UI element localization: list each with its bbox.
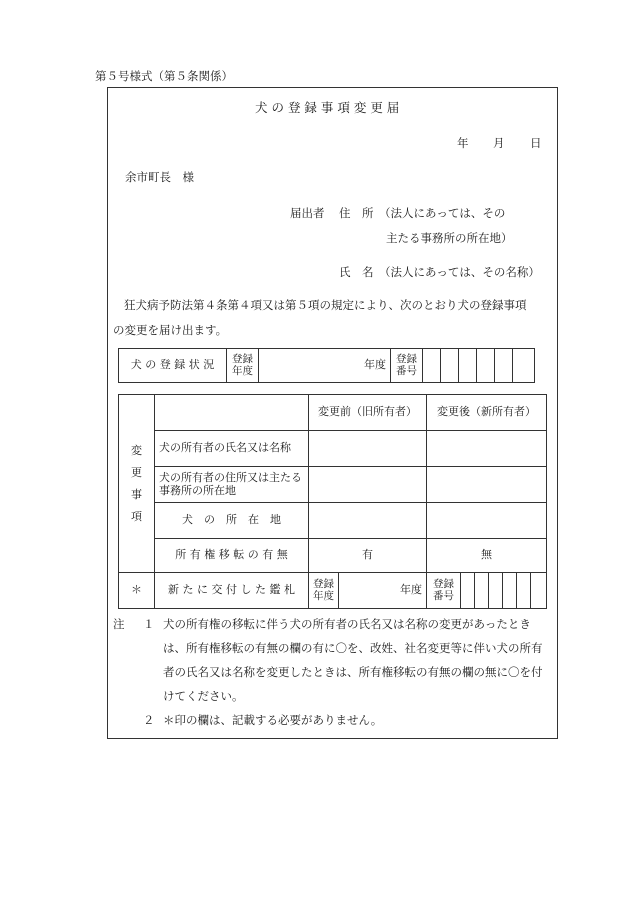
registration-status-label: 犬 の 登 録 状 況 [119,349,227,383]
new-tag-year-field[interactable] [339,573,427,609]
new-tag-number-digit[interactable] [461,573,475,609]
note-item [113,612,553,708]
ownership-transfer-no[interactable]: 無 [427,539,547,573]
notes-label: 注 [113,617,125,631]
ownership-transfer-label: 所 有 権 移 転 の 有 無 [155,539,309,573]
registration-number-digit[interactable] [423,349,441,383]
new-tag-number-digit[interactable] [475,573,489,609]
form-title: 犬 の 登 録 事 項 変 更 届 [255,100,400,115]
new-tag-number-label: 登録 番号 [427,573,461,609]
before-change-header: 変更前（旧所有者） [309,395,427,431]
office-use-asterisk: ＊ [119,573,155,609]
name-label: 氏 名 [339,265,374,279]
date-month: 月 [493,136,505,150]
new-tag-number-digit[interactable] [503,573,517,609]
registration-number-digit[interactable] [477,349,495,383]
form-number: 第５号様式（第５条関係） [95,69,233,83]
header-blank-cell [155,395,309,431]
registration-year-field[interactable] [259,349,391,383]
body-text-line-2: の変更を届け出ます。 [113,323,228,337]
change-items-label: 変 更 事 項 [119,395,155,573]
note-text: 犬の所有権の移転に伴う犬の所有者の氏名又は名称の変更があったときは、所有権移転の有無の欄の有に〇を、改姓、社名変更等に伴い犬の所有者の氏名又は名称を変更したときは、所有権移転の有無の欄の無に〇を付けてください。 [163,617,543,703]
registration-number-digit[interactable] [459,349,477,383]
date-year: 年 [457,136,469,150]
new-tag-year-label: 登録 年度 [309,573,339,609]
note-item [113,708,553,732]
ownership-transfer-yes[interactable]: 有 [309,539,427,573]
new-tag-number-digit[interactable] [517,573,531,609]
registration-number-digit[interactable] [495,349,513,383]
body-text-line-1: 狂犬病予防法第４条第４項又は第５項の規定により、次のとおり犬の登録事項 [124,298,527,312]
address-label: 住 所 [339,206,374,220]
note-number: １ [143,617,155,631]
note-text: ＊印の欄は、記載する必要がありません。 [163,713,383,727]
note-number: ２ [143,713,155,727]
registration-year-label: 登録 年度 [227,349,259,383]
new-tag-number-digit[interactable] [531,573,547,609]
address-note-2: 主たる事務所の所在地） [386,231,513,245]
registration-number-digit[interactable] [441,349,459,383]
applicant-label: 届出者 [290,206,325,220]
registration-status-table [118,348,535,383]
new-tag-label: 新 た に 交 付 し た 鑑 札 [155,573,309,609]
new-tag-number-digit[interactable] [489,573,503,609]
date-day: 日 [530,136,542,150]
address-note-1: （法人にあっては、その [379,206,506,220]
dog-location-label: 犬 の 所 在 地 [155,503,309,539]
year-unit: 年度 [364,358,386,372]
registration-number-label: 登録 番号 [391,349,423,383]
dog-location-after-field[interactable] [427,503,547,539]
owner-address-after-field[interactable] [427,467,547,503]
dog-location-before-field[interactable] [309,503,427,539]
owner-address-before-field[interactable] [309,467,427,503]
addressee: 余市町長 様 [125,170,194,184]
owner-name-after-field[interactable] [427,431,547,467]
name-note: （法人にあっては、その名称） [379,265,540,279]
year-unit: 年度 [400,583,423,597]
after-change-header: 変更後（新所有者） [427,395,547,431]
owner-name-before-field[interactable] [309,431,427,467]
owner-address-label: 犬の所有者の住所又は主たる事務所の所在地 [155,467,309,503]
change-details-table [118,394,547,609]
owner-name-label: 犬の所有者の氏名又は名称 [155,431,309,467]
registration-number-digit[interactable] [513,349,535,383]
notes-section [113,612,553,732]
